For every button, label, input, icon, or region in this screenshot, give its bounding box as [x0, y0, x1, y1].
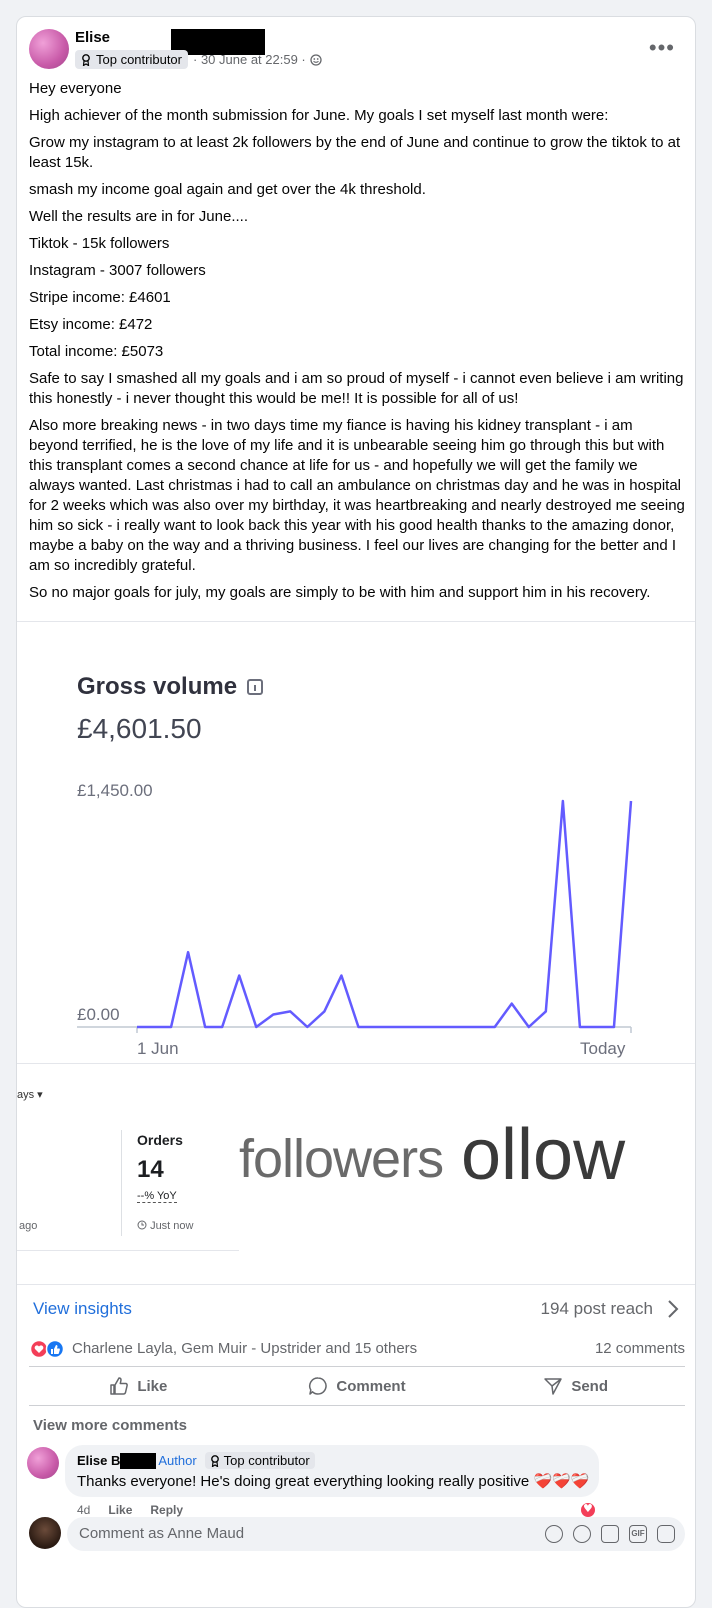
like-button[interactable]: Like — [29, 1367, 248, 1405]
post-card — [16, 16, 696, 1608]
redaction-box — [120, 1453, 156, 1469]
post-paragraph: So no major goals for july, my goals are simply to be with him and support him in his recovery. — [29, 584, 651, 601]
top-contributor-badge[interactable] — [75, 50, 188, 69]
divider — [121, 1130, 122, 1236]
followers-crop-2: ollow — [461, 1115, 626, 1195]
commenter-avatar[interactable] — [27, 1447, 59, 1479]
post-paragraph: Grow my instagram to at least 2k followers by the end of June and continue to grow the tiktok to at least 15k. — [29, 134, 681, 171]
more-options-icon[interactable]: ••• — [648, 35, 675, 60]
comment-reply-button[interactable]: Reply — [150, 1503, 184, 1517]
post-paragraph: Also more breaking news - in two days time my fiance is having his kidney transplant - i am beyond terrified, he is the love of my life and it is unbearable seeing him go through this but with this transplant comes a second chance at life for us - and hopefully we will get the family we always wanted. Last christmas i had to call an ambulance on christmas day and he was in hospital for 2 weeks which was also over my birthday, it was heartbreaking and nearly destroyed me seeing him so sick - i really want to look back this year with his good health thanks to the amazing donor, maybe a baby on the way and a thriving business. I feel our lives are changing for the better and I am so incredibly grateful. — [29, 417, 685, 574]
post-paragraph: Safe to say I smashed all my goals and i am so proud of myself - i cannot even believe i am writing this honestly - i never thought this would be me!! It is possible for all of us! — [29, 370, 684, 407]
post-paragraph: Stripe income: £4601 — [29, 289, 171, 306]
comment-like-button[interactable]: Like — [108, 1503, 133, 1517]
orders-label: Orders — [137, 1132, 183, 1148]
post-paragraph: Tiktok - 15k followers — [29, 235, 170, 252]
comment-count[interactable]: 12 comments — [594, 1340, 685, 1357]
orders-value: 14 — [137, 1156, 164, 1183]
post-date[interactable]: · 30 June at 22:59 · — [193, 52, 306, 67]
post-paragraph: Well the results are in for June.... — [29, 208, 248, 225]
gif-icon[interactable]: GIF — [629, 1525, 647, 1543]
view-more-comments[interactable]: View more comments — [33, 1417, 187, 1434]
x-start-label: 1 Jun — [137, 1039, 179, 1058]
comment-input[interactable]: Comment as Anne Maud — [79, 1525, 245, 1542]
post-paragraph: smash my income goal again and get over the 4k threshold. — [29, 181, 426, 198]
y-max-label: £1,450.00 — [77, 781, 153, 800]
post-paragraph: Hey everyone — [29, 80, 122, 97]
badge-icon — [81, 54, 91, 66]
series-line — [137, 801, 631, 1027]
reactor-names[interactable]: Charlene Layla, Gem Muir - Upstrider and 15 others — [72, 1340, 418, 1357]
badge-icon — [210, 1455, 220, 1467]
updated-just-now: Just now — [137, 1220, 193, 1232]
comment-header — [77, 1452, 587, 1469]
followers-crop-1: followers — [239, 1129, 444, 1189]
gross-volume-chart — [17, 623, 696, 1063]
insights-row — [17, 1285, 696, 1333]
post-paragraph: High achiever of the month submission for June. My goals I set myself last month were: — [29, 107, 609, 124]
updated-ago: ago — [19, 1220, 38, 1232]
orders-panel — [17, 1066, 239, 1251]
composer-tools — [545, 1525, 675, 1543]
post-paragraph: Instagram - 3007 followers — [29, 262, 206, 279]
camera-icon[interactable] — [601, 1525, 619, 1543]
avatar-sticker-icon[interactable] — [545, 1525, 563, 1543]
post-body — [29, 79, 685, 610]
divider — [17, 1063, 696, 1064]
divider — [17, 621, 696, 622]
top-contributor-badge[interactable]: Top contributor — [205, 1452, 315, 1469]
emoji-icon[interactable] — [573, 1525, 591, 1543]
view-insights-link[interactable]: View insights — [33, 1299, 132, 1318]
author-avatar[interactable] — [29, 29, 69, 69]
comment-icon — [308, 1376, 328, 1396]
yoy-label: --% YoY — [137, 1190, 177, 1202]
gross-volume-amount: £4,601.50 — [77, 713, 202, 744]
x-end-label: Today — [580, 1039, 626, 1058]
post-paragraph: Etsy income: £472 — [29, 316, 153, 333]
current-user-avatar[interactable] — [29, 1517, 61, 1549]
chart-canvas — [17, 623, 696, 1063]
reaction-icons — [29, 1339, 69, 1359]
post-paragraph: Total income: £5073 — [29, 343, 164, 360]
comment-composer[interactable] — [67, 1517, 685, 1551]
comment-meta — [77, 1503, 183, 1517]
sticker-icon[interactable] — [657, 1525, 675, 1543]
commenter-name[interactable]: Elise B — [77, 1453, 121, 1468]
author-tag: Author — [158, 1453, 197, 1468]
chart-title: Gross volume — [77, 673, 263, 701]
chevron-right-icon[interactable] — [667, 1299, 679, 1319]
send-icon — [543, 1376, 563, 1396]
author-name[interactable]: Elise — [75, 29, 110, 46]
date-range-dropdown: ays ▾ — [17, 1089, 43, 1101]
comment-button[interactable]: Comment — [248, 1367, 467, 1405]
screenshot-collage — [17, 1066, 696, 1284]
send-button[interactable]: Send — [466, 1367, 685, 1405]
comment-text: Thanks everyone! He's doing great everything looking really positive ❤️‍🩹❤️‍🩹❤️‍🩹 — [77, 1473, 590, 1490]
reactions-summary[interactable] — [29, 1337, 685, 1361]
y-min-label: £0.00 — [77, 1005, 120, 1024]
post-reach[interactable]: 194 post reach — [540, 1299, 653, 1318]
badge-label: Top contributor — [96, 52, 182, 67]
comment-time[interactable]: 4d — [77, 1503, 91, 1517]
clock-icon — [137, 1220, 147, 1230]
thumbs-up-icon — [109, 1376, 129, 1396]
comment-bubble — [65, 1445, 599, 1497]
post-meta — [75, 50, 322, 69]
post-actions — [29, 1366, 685, 1406]
audience-icon[interactable] — [310, 54, 322, 66]
